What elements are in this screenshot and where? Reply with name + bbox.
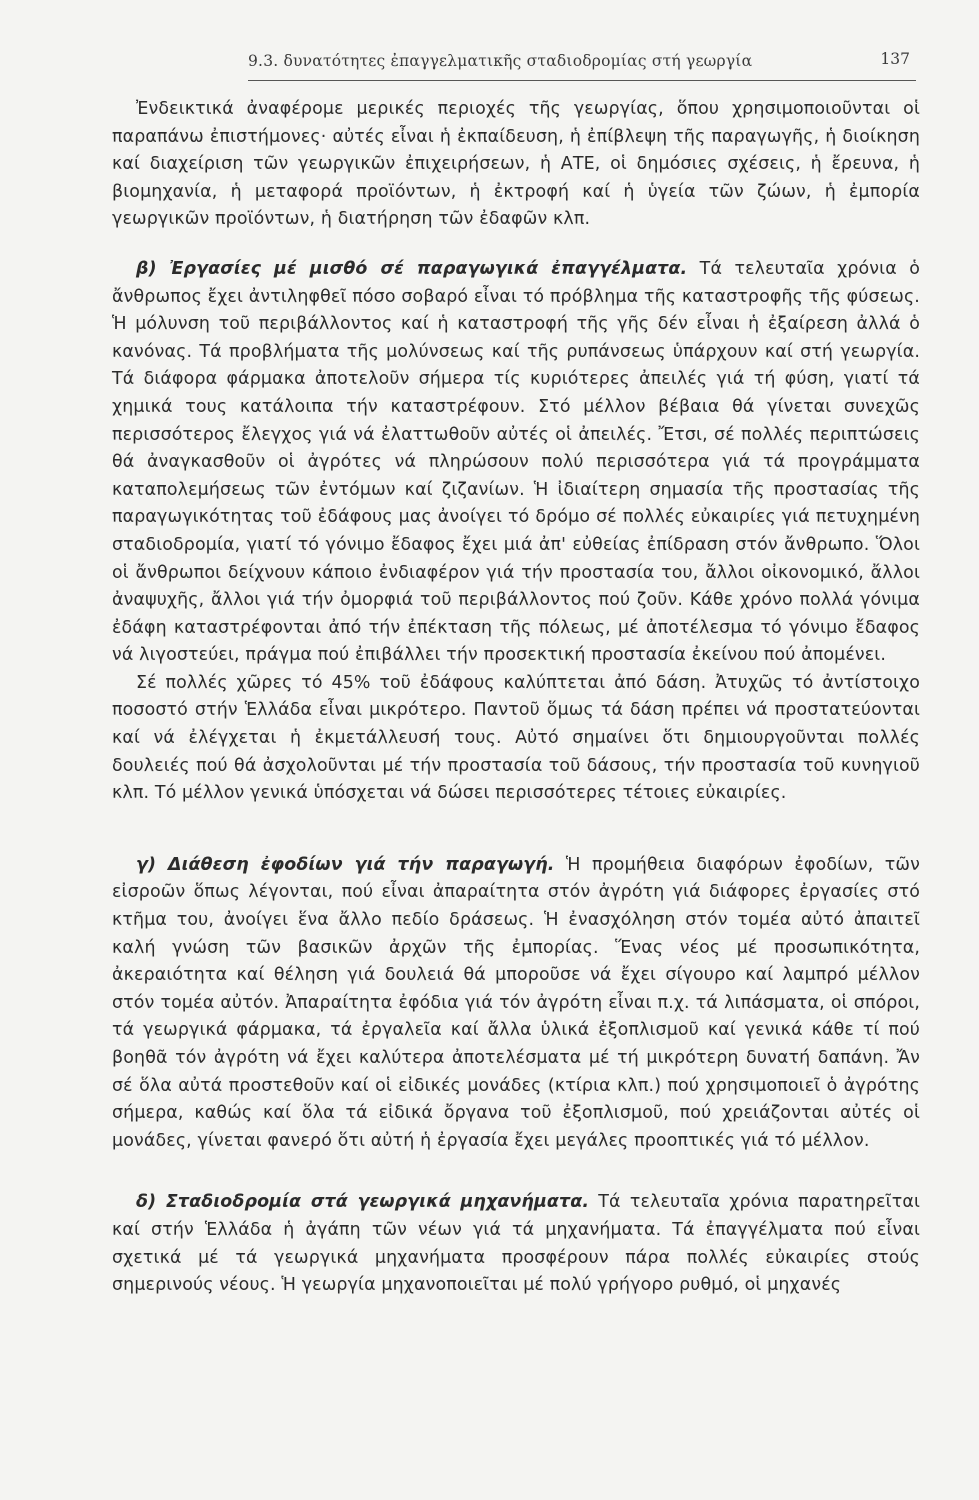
- section-heading-d: δ) Σταδιοδρομία στά γεωργικά μηχανήματα.: [136, 1192, 590, 1213]
- paragraph-supplies-text: Ἡ προμήθεια διαφόρων ἐφοδίων, τῶν εἰσροῶν ὅπως λέγονται, πού εἶναι ἀπαραίτητα στόν ἀγρότη γιά διάφορες ἐργασίες στό κτῆμα του, ἀνοίγει ἕνα ἄλλο πεδίο δράσεως. Ἡ ἐνασχόληση στόν τομέα αὐτό ἀπαιτεῖ καλή γνώση τῶν βασικῶν ἀρχῶν τῆς ἐμπορίας. Ἕνας νέος μέ προσωπικότητα, ἀκεραιότητα καί θέληση γιά δουλειά θά μποροῦσε νά ἔχει σίγουρο καί λαμπρό μέλλον στόν τομέα αὐτόν. Ἀπαραίτητα ἐφόδια γιά τόν ἀγρότη εἶναι π.χ. τά λιπάσματα, οἱ σπόροι, τά γεωργικά φάρμακα, τά ἐργαλεῖα καί ἄλλα ὑλικά ἐξοπλισμοῦ καί γενικά κάθε τί πού βοηθᾶ τόν ἀγρότη νά ἔχει καλύτερα ἀποτελέσματα μέ τή μικρότερη δυνατή δαπάνη. Ἄν σέ ὅλα αὐτά προστεθοῦν καί οἱ εἰδικές μονάδες (κτίρια κλπ.) πού χρησιμοποιεῖ ὁ ἀγρότης σήμερα, καθώς καί ὅλα τά εἰδικά ὄργανα τοῦ ἐξοπλισμοῦ, πού χρειάζονται αὐτές οἱ μονάδες, γίνεται φανερό ὅτι αὐτή ἡ ἐργασία ἔχει μεγάλες προοπτικές γιά τό μέλλον.: [112, 854, 920, 1151]
- paragraph-salaried-work: [112, 256, 920, 670]
- page-number: 137: [880, 50, 910, 68]
- paragraph-machinery: [112, 1189, 920, 1299]
- running-header: [248, 46, 916, 81]
- paragraph-forests: Σέ πολλές χῶρες τό 45% τοῦ ἐδάφους καλύπτεται ἀπό δάση. Ἀτυχῶς τό ἀντίστοιχο ποσοστό στήν Ἑλλάδα εἶναι μικρότερο. Παντοῦ ὅμως τά δάση πρέπει νά προστατεύονται καί νά ἐλέγχεται ἡ ἐκμετάλλευσή τους. Αὐτό σημαίνει ὅτι δημιουργοῦνται πολλές δουλειές πού θά ἀσχολοῦνται μέ τήν προστασία τοῦ δάσους, τήν προστασία τοῦ κυνηγιοῦ κλπ. Τό μέλλον γενικά ὑπόσχεται νά δώσει περισσότερες τέτοιες εὐκαιρίες.: [112, 672, 920, 804]
- paragraph-supplies: [112, 852, 920, 1156]
- body-text: [112, 96, 920, 1300]
- paragraph-applications: Ἐνδεικτικά ἀναφέρομε μερικές περιοχές τῆς γεωργίας, ὅπου χρησιμοποιοῦνται οἱ παραπάνω ἐπιστήμονες· αὐτές εἶναι ἡ ἐκπαίδευση, ἡ ἐπίβλεψη τῆς παραγωγῆς, ἡ διοίκηση καί διαχείριση τῶν γεωργικῶν ἐπιχειρήσεων, ἡ ΑΤΕ, οἱ δημόσιες σχέσεις, ἡ ἔρευνα, ἡ βιομηχανία, ἡ μεταφορά προϊόντων, ἡ ἐκτροφή καί ἡ ὑγεία τῶν ζώων, ἡ ἐμπορία γεωργικῶν προϊόντων, ἡ διατήρηση τῶν ἐδαφῶν κλπ.: [112, 99, 920, 230]
- paragraph-machinery-text: Τά τελευταῖα χρόνια παρατηρεῖται καί στήν Ἑλλάδα ἡ ἀγάπη τῶν νέων γιά τά μηχανήματα. Τά ἐπαγγέλματα πού εἶναι σχετικά μέ τά γεωργικά μηχανήματα προσφέρουν πάρα πολλές εὐκαιρίες στούς σημερινούς νέους. Ἡ γεωργία μηχανοποιεῖται μέ πολύ γρήγορο ρυθμό, οἱ μηχανές: [112, 1192, 920, 1296]
- section-heading-c: γ) Διάθεση ἐφοδίων γιά τήν παραγωγή.: [136, 854, 555, 875]
- section-heading-b: β) Ἐργασίες μέ μισθό σέ παραγωγικά ἐπαγγέλματα.: [136, 258, 688, 279]
- paragraph-salaried-work-text: Τά τελευταῖα χρόνια ὁ ἄνθρωπος ἔχει ἀντιληφθεῖ πόσο σοβαρό εἶναι τό πρόβλημα τῆς καταστροφῆς τῆς φύσεως. Ἡ μόλυνση τοῦ περιβάλλοντος καί ἡ καταστροφή τῆς γῆς δέν εἶναι ἡ ἐξαίρεση ἀλλά ὁ κανόνας. Τά προβλήματα τῆς μολύνσεως καί τῆς ρυπάνσεως ὑπάρχουν καί στή γεωργία. Τά διάφορα φάρμακα ἀποτελοῦν σήμερα τίς κυριότερες ἀπειλές γιά τή φύση, γιατί τά χημικά τους κατάλοιπα τήν καταστρέφουν. Στό μέλλον βέβαια θά γίνεται συνεχῶς περισσότερος ἔλεγχος γιά νά ἐλαττωθοῦν αὐτές οἱ ἀπειλές. Ἔτσι, σέ πολλές περιπτώσεις θά ἀναγκασθοῦν οἱ ἀγρότες νά πληρώσουν πολύ περισσότερα γιά τά προγράμματα καταπολεμήσεως τῶν ἐντόμων καί ζιζανίων. Ἡ ἰδιαίτερη σημασία τῆς προστασίας τῆς παραγωγικότητας τοῦ ἐδάφους μας ἀνοίγει τό δρόμο σέ πολλές εὐκαιρίες γιά πετυχημένη σταδιοδρομία, γιατί τό γόνιμο ἔδαφος ἔχει μιά ἀπ' εὐθείας ἐπίδραση στόν ἄνθρωπο. Ὅλοι οἱ ἄνθρωποι δείχνουν κάποιο ἐνδιαφέρον γιά τήν προστασία του, ἄλλοι οἰκονομικό, ἄλλοι ἀναψυχῆς, ἄλλοι γιά τήν ὀμορφιά τοῦ περιβάλλοντος πού ζοῦν. Κάθε χρόνο πολλά γόνιμα ἐδάφη καταστρέφονται ἀπό τήν ἐπέκταση τῆς πόλεως, μέ ἀποτέλεσμα τό γόνιμο ἔδαφος νά λιγοστεύει, πράγμα πού ἐπιβάλλει τήν προσεκτική προστασία ἐκείνου πού ἀπομένει.: [112, 258, 920, 666]
- running-header-title: 9.3. δυνατότητες ἐπαγγελματικῆς σταδιοδρομίας στή γεωργία: [248, 52, 753, 70]
